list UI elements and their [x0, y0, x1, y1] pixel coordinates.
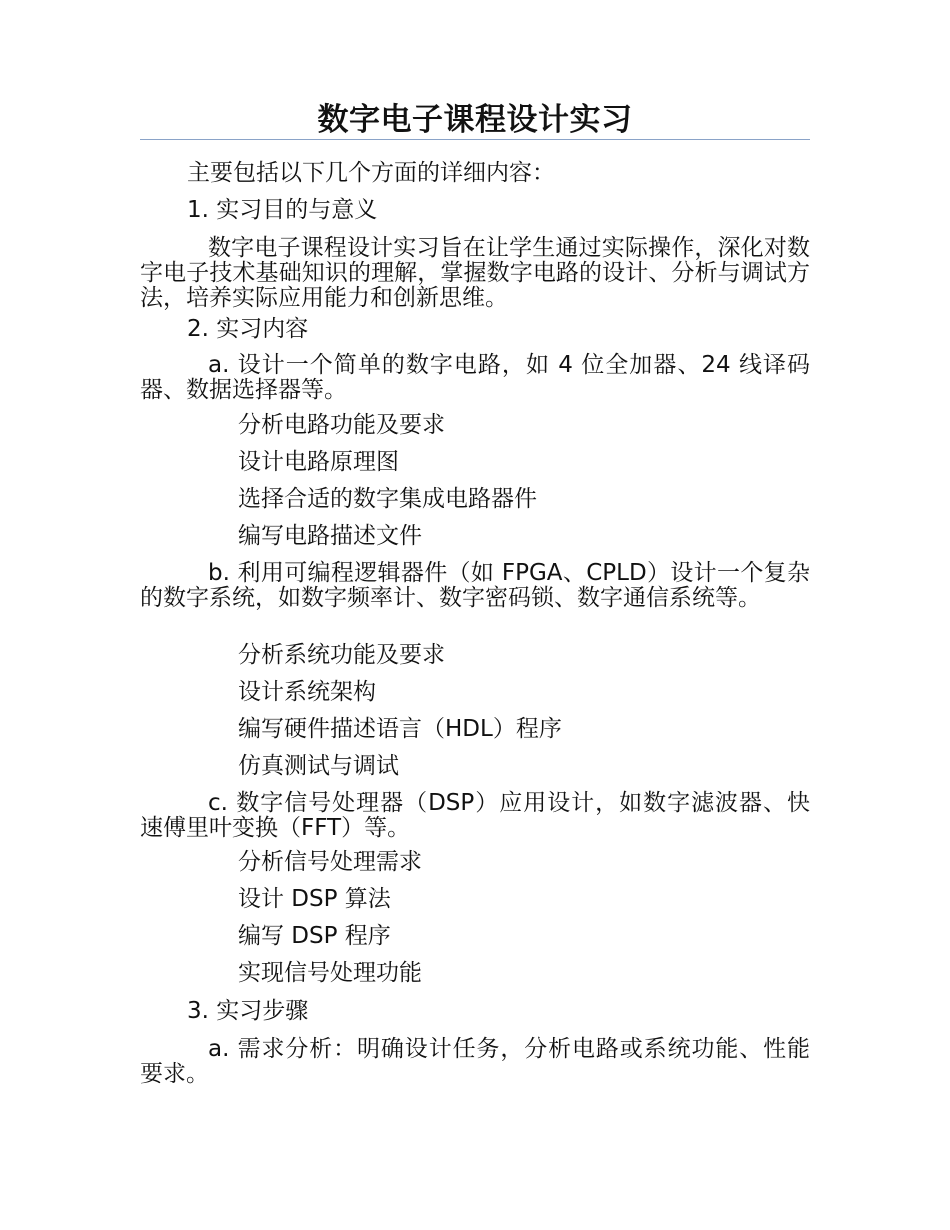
section-3-heading: 3. 实习步骤 [187, 998, 309, 1024]
item-b-paragraph: b. 利用可编程逻辑器件（如 FPGA、CPLD）设计一个复杂的数字系统，如数字频率计、数字密码锁、数字通信系统等。 [140, 560, 810, 611]
item-a-step: 设计电路原理图 [238, 449, 399, 475]
intro-text: 主要包括以下几个方面的详细内容： [187, 160, 555, 186]
item-c-step: 分析信号处理需求 [238, 849, 422, 875]
item-b-step: 仿真测试与调试 [238, 753, 399, 779]
item-c-step: 编写 DSP 程序 [238, 923, 391, 949]
document-title: 数字电子课程设计实习 [317, 102, 633, 138]
item-b-step: 编写硬件描述语言（HDL）程序 [238, 716, 562, 742]
item-c-paragraph: c. 数字信号处理器（DSP）应用设计，如数字滤波器、快速傅里叶变换（FFT）等。 [140, 790, 810, 841]
item-c-step: 设计 DSP 算法 [238, 886, 391, 912]
item-a-step: 编写电路描述文件 [238, 523, 422, 549]
item-c-step: 实现信号处理功能 [238, 960, 422, 986]
item-b-step: 设计系统架构 [238, 679, 376, 705]
section-1-heading: 1. 实习目的与意义 [187, 197, 378, 223]
item-a-step: 分析电路功能及要求 [238, 412, 445, 438]
title-underline [140, 139, 810, 140]
item-a-paragraph: a. 设计一个简单的数字电路，如 4 位全加器、24 线译码器、数据选择器等。 [140, 352, 810, 403]
item-a-step: 选择合适的数字集成电路器件 [238, 486, 537, 512]
section-2-heading: 2. 实习内容 [187, 316, 309, 342]
item-b-step: 分析系统功能及要求 [238, 642, 445, 668]
section-1-paragraph: 数字电子课程设计实习旨在让学生通过实际操作，深化对数字电子技术基础知识的理解，掌握数字电路的设计、分析与调试方法，培养实际应用能力和创新思维。 [140, 235, 810, 311]
section-3-item-a-paragraph: a. 需求分析：明确设计任务，分析电路或系统功能、性能要求。 [140, 1036, 810, 1087]
